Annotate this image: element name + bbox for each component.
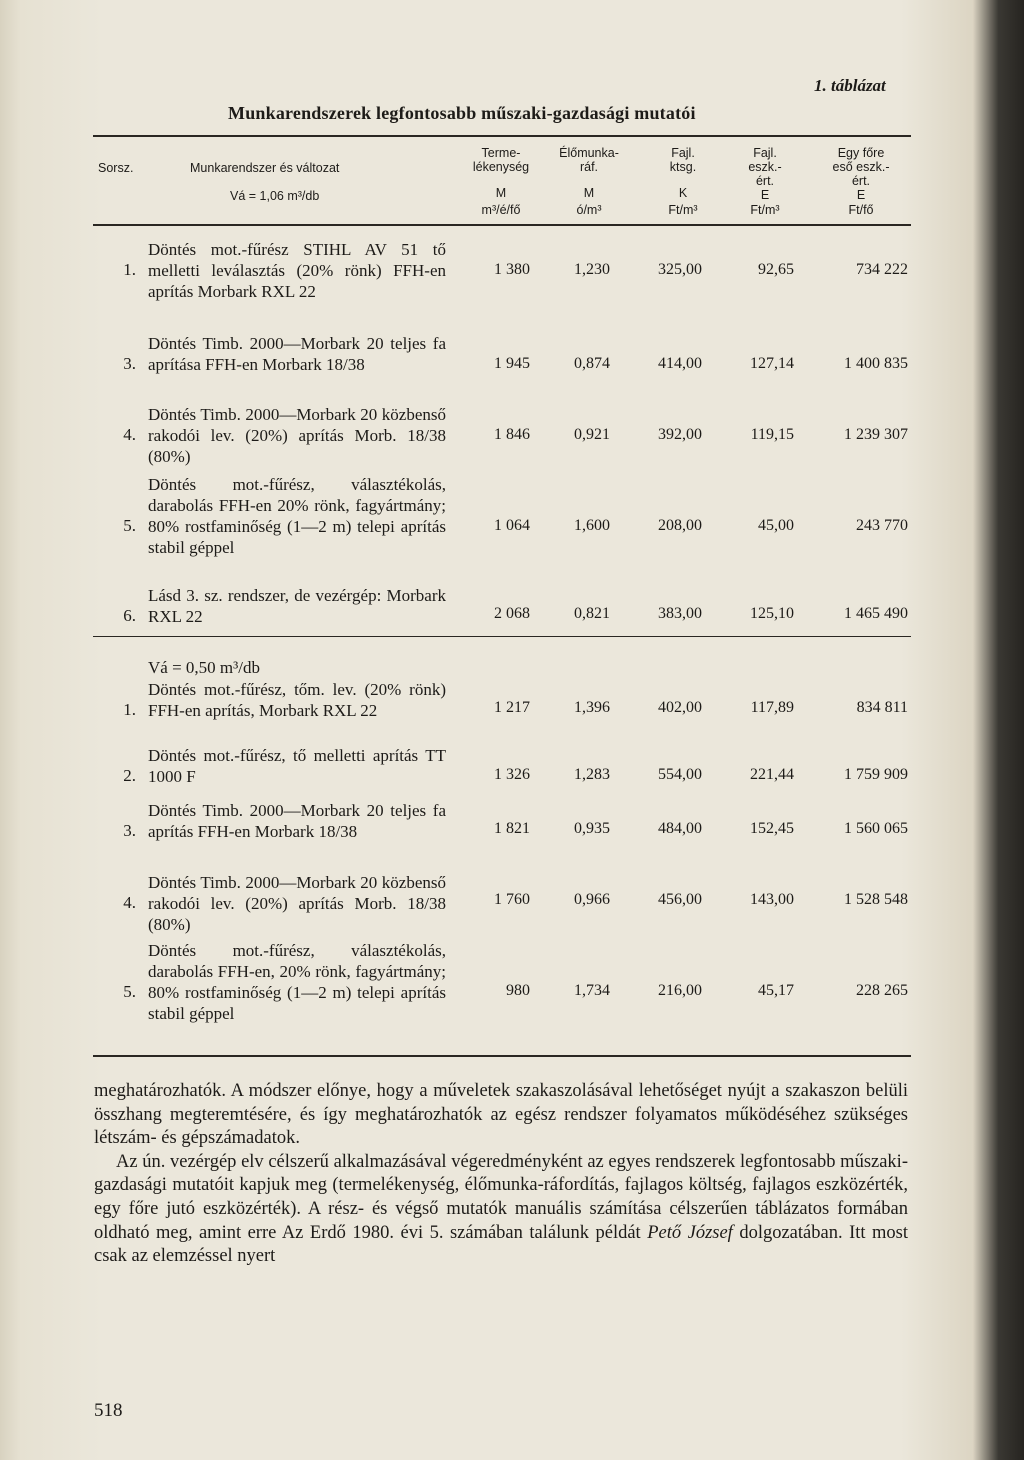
header-col-cost: Fajl. ktsg. (669, 146, 697, 174)
cell-cost: 414,00 (658, 355, 702, 372)
cell-asset: 117,89 (750, 699, 794, 716)
cell-asset: 127,14 (750, 355, 794, 372)
cell-labor: 0,966 (574, 891, 610, 908)
header-col-labor: Élőmunka- ráf. (559, 146, 619, 174)
cell-labor: 1,396 (574, 699, 610, 716)
row-description: Döntés Timb. 2000—Morbark 20 teljes fa aprítása FFH-en Morbark 18/38 (148, 334, 446, 374)
cell-asset: 125,10 (750, 605, 794, 622)
cell-asset: 92,65 (758, 261, 794, 278)
row-description: Döntés mot.-fűrész, választékolás, darabolás FFH-en, 20% rönk, fagyártmány; 80% rostfaminőség (1—2 m) telepi aprítás stabil géppel (148, 941, 446, 1023)
cell-productivity: 1 760 (494, 891, 530, 908)
row-description: Döntés mot.-fűrész STIHL AV 51 tő melletti leválasztás (20% rönk) FFH-en aprítás Morbark RXL 22 (148, 240, 446, 301)
header-col-asset: Fajl. eszk.- ért. (748, 146, 782, 188)
cell-labor: 0,821 (574, 605, 610, 622)
cell-productivity: 1 064 (494, 517, 530, 534)
cell-productivity: 1 945 (494, 355, 530, 372)
cell-cost: 554,00 (658, 766, 702, 783)
cell-productivity: 980 (506, 982, 530, 999)
cell-asset: 152,45 (750, 820, 794, 837)
table-top-rule (93, 135, 911, 137)
row-description: Lásd 3. sz. rendszer, de vezérgép: Morbark RXL 22 (148, 586, 446, 626)
cell-labor: 1,600 (574, 517, 610, 534)
row-number: 1. (123, 700, 136, 719)
body-text (94, 1080, 908, 1269)
cell-asset: 45,17 (758, 982, 794, 999)
unit-letter-5: E (856, 188, 866, 202)
row-number: 6. (123, 606, 136, 625)
cell-asset: 221,44 (750, 766, 794, 783)
row-description: Döntés mot.-fűrész, tő melletti aprítás TT 1000 F (148, 746, 446, 786)
unit-3: Ft/m³ (668, 203, 698, 217)
cell-asset-per-person: 1 560 065 (844, 820, 908, 837)
unit-letter-1: M (495, 186, 507, 200)
row-number: 4. (123, 425, 136, 444)
table-caption: 1. táblázat (814, 76, 886, 95)
paragraph-2-text-a: Az ún. vezérgép elv célszerű alkalmazásával végeredményként az egyes rendszerek legfontosabb műszaki-gazdasági mutatóit kapjuk meg (termelékenység, élőmunka-ráfordítás, fajlagos költség, fajlagos eszközérték, egy főre jutó eszközérték). A rész- és végső mutatók manuális számítása célszerűen táblázatos formában oldható meg, amint erre Az Erdő 1980. évi 5. számában találunk példát (94, 1151, 908, 1243)
cell-asset: 45,00 (758, 517, 794, 534)
unit-2: ó/m³ (576, 203, 602, 217)
unit-1: m³/é/fő (481, 203, 521, 217)
table-title: Munkarendszerek legfontosabb műszaki-gazdasági mutatói (228, 103, 696, 123)
row-number: 5. (123, 982, 136, 1001)
cell-asset: 119,15 (750, 426, 794, 443)
cell-cost: 208,00 (658, 517, 702, 534)
cell-cost: 402,00 (658, 699, 702, 716)
row-description: Döntés mot.-fűrész, választékolás, darabolás FFH-en 20% rönk, fagyártmány; 80% rostfaminőség (1—2 m) telepi aprítás stabil géppel (148, 475, 446, 557)
row-description: Döntés Timb. 2000—Morbark 20 közbenső rakodói lev. (20%) aprítás Morb. 18/38 (80%) (148, 405, 446, 466)
cell-cost: 216,00 (658, 982, 702, 999)
group-divider-rule (93, 636, 911, 637)
cell-productivity: 1 217 (494, 699, 530, 716)
cell-asset-per-person: 228 265 (856, 982, 908, 999)
unit-5: Ft/fő (848, 203, 874, 217)
cell-cost: 392,00 (658, 426, 702, 443)
header-col-asset-per-person: Egy főre eső eszk.- ért. (832, 146, 890, 188)
cell-asset-per-person: 834 811 (856, 699, 908, 716)
row-number: 5. (123, 516, 136, 535)
paragraph-2-text-b: dolgozatában. Itt most csak az elemzéssel nyert (94, 1222, 909, 1267)
header-sorsz: Sorsz. (98, 161, 134, 175)
cell-cost: 383,00 (658, 605, 702, 622)
page-number: 518 (94, 1400, 123, 1421)
cell-labor: 0,921 (574, 426, 610, 443)
row-description: Döntés Timb. 2000—Morbark 20 közbenső rakodói lev. (20%) aprítás Morb. 18/38 (80%) (148, 873, 446, 934)
header-va-first: Vá = 1,06 m³/db (230, 189, 320, 203)
row-description: Döntés mot.-fűrész, tőm. lev. (20% rönk) FFH-en aprítás, Morbark RXL 22 (148, 680, 446, 720)
cell-asset-per-person: 1 400 835 (844, 355, 908, 372)
header-col-productivity: Terme- lékenység (472, 146, 530, 174)
table-bottom-rule (93, 1055, 911, 1057)
row-number: 2. (123, 766, 136, 785)
paragraph-2 (94, 1151, 908, 1269)
unit-letter-4: E (760, 188, 770, 202)
cell-asset-per-person: 1 528 548 (844, 891, 908, 908)
cell-productivity: 1 380 (494, 261, 530, 278)
cell-asset-per-person: 1 465 490 (844, 605, 908, 622)
cell-labor: 1,734 (574, 982, 610, 999)
paragraph-1: meghatározhatók. A módszer előnye, hogy a műveletek szakaszolásával lehetőséget nyújt a szakaszon belüli összhang megteremtésére, és így meghatározhatók az egész rendszer folyamatos működéséhez szükséges létszám- és gépszámadatok. (94, 1081, 908, 1149)
cell-asset-per-person: 734 222 (856, 261, 908, 278)
cell-labor: 1,283 (574, 766, 610, 783)
cell-labor: 0,874 (574, 355, 610, 372)
cell-labor: 1,230 (574, 261, 610, 278)
cell-cost: 484,00 (658, 820, 702, 837)
va-second-heading: Vá = 0,50 m³/db (148, 658, 260, 677)
cell-cost: 456,00 (658, 891, 702, 908)
header-system: Munkarendszer és változat (190, 161, 340, 175)
row-number: 3. (123, 354, 136, 373)
unit-letter-2: M (583, 186, 595, 200)
cell-asset: 143,00 (750, 891, 794, 908)
cell-cost: 325,00 (658, 261, 702, 278)
cell-productivity: 1 846 (494, 426, 530, 443)
cell-productivity: 2 068 (494, 605, 530, 622)
row-number: 1. (123, 260, 136, 279)
cell-asset-per-person: 1 759 909 (844, 766, 908, 783)
unit-letter-3: K (678, 186, 688, 200)
row-number: 3. (123, 821, 136, 840)
author-name: Pető József (647, 1222, 733, 1243)
cell-productivity: 1 326 (494, 766, 530, 783)
cell-asset-per-person: 1 239 307 (844, 426, 908, 443)
header-bottom-rule (93, 224, 911, 226)
cell-asset-per-person: 243 770 (856, 517, 908, 534)
row-number: 4. (123, 893, 136, 912)
row-description: Döntés Timb. 2000—Morbark 20 teljes fa aprítás FFH-en Morbark 18/38 (148, 801, 446, 841)
unit-4: Ft/m³ (750, 203, 780, 217)
cell-labor: 0,935 (574, 820, 610, 837)
cell-productivity: 1 821 (494, 820, 530, 837)
